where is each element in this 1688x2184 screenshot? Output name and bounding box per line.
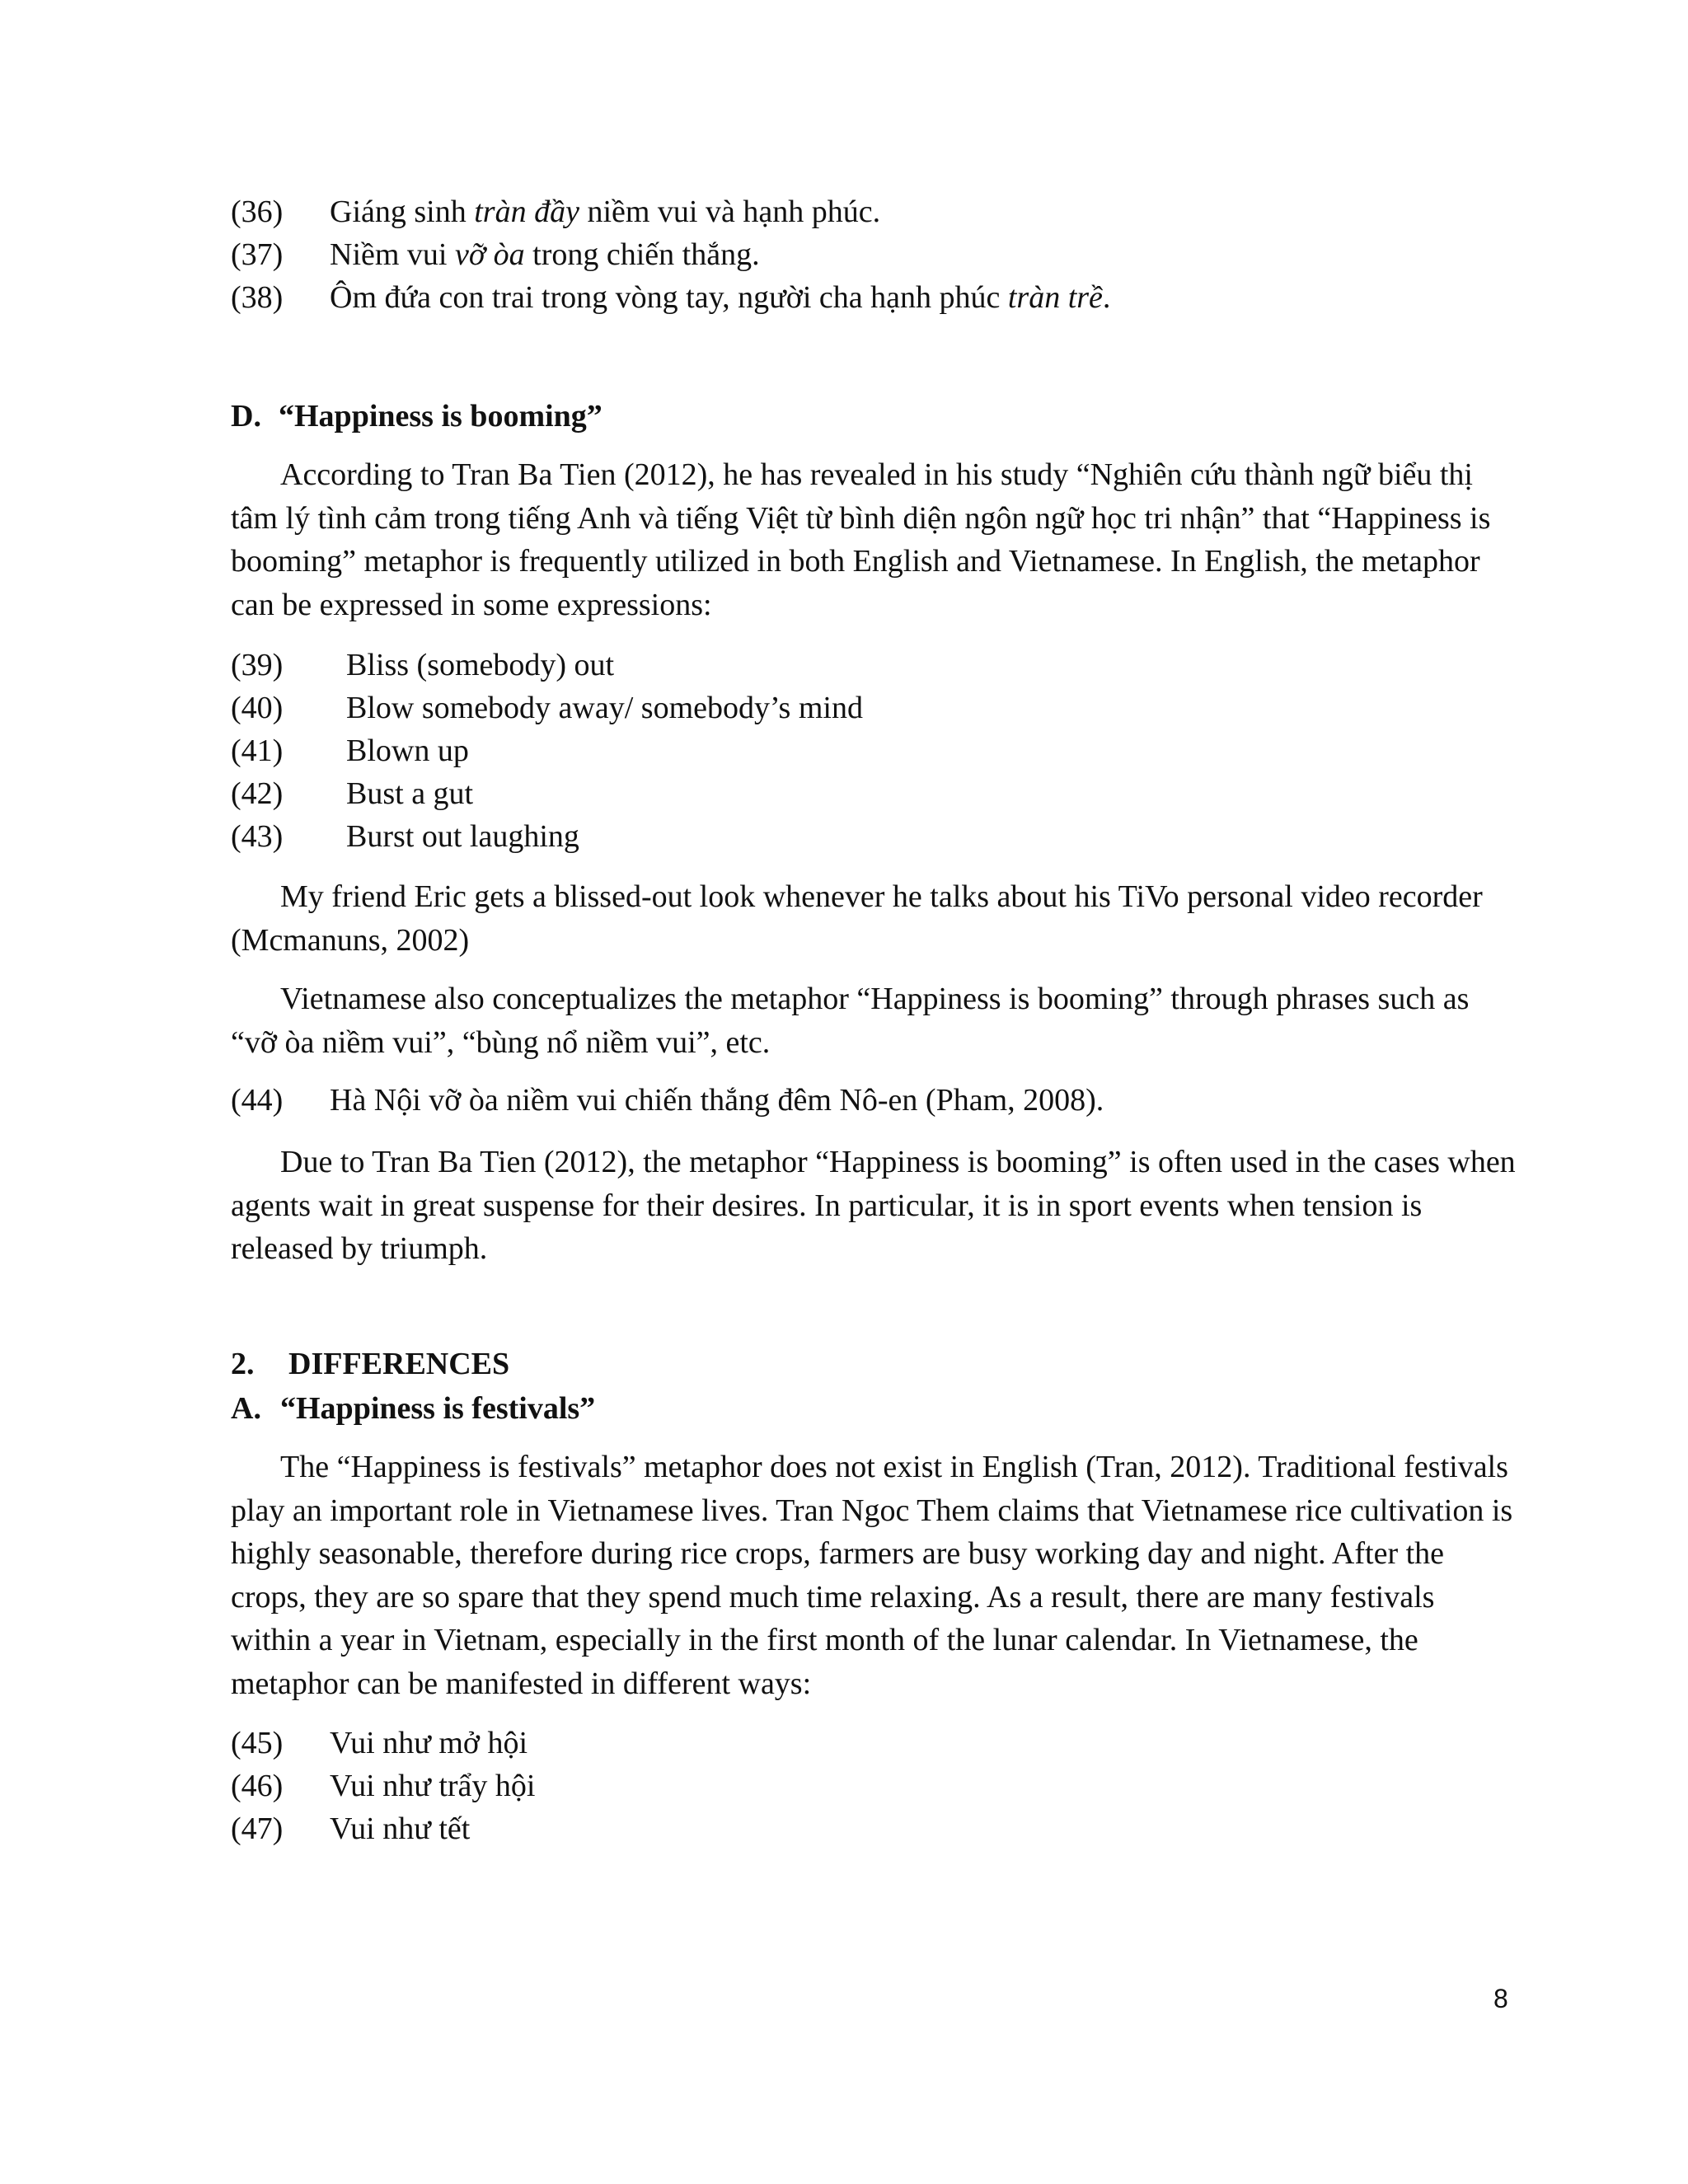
example-text: Hà Nội vỡ òa niềm vui chiến thắng đêm Nô-en (Pham, 2008). xyxy=(330,1083,1104,1118)
paragraph-text: Due to Tran Ba Tien (2012), the metaphor “Happiness is booming” is often used in the cases when agents wait in great suspense for their desires. In particular, it is in sport events when tension is released by triumph. xyxy=(231,1145,1516,1266)
example-emphasis: tràn đầy xyxy=(474,194,579,229)
section-title: “Happiness is festivals” xyxy=(280,1391,596,1426)
example-item xyxy=(231,191,880,232)
example-number: (37) xyxy=(231,237,284,272)
example-text: Blown up xyxy=(346,733,469,768)
example-text: Blow somebody away/ somebody’s mind xyxy=(346,691,863,725)
example-number: (46) xyxy=(231,1769,284,1803)
example-number: (47) xyxy=(231,1811,284,1846)
paragraph xyxy=(231,977,1517,1064)
example-number: (39) xyxy=(231,648,284,682)
paragraph-text: According to Tran Ba Tien (2012), he has revealed in his study “Nghiên cứu thành ngữ biểu thị tâm lý tình cảm trong tiếng Anh và tiếng Việt từ bình diện ngôn ngữ học tri nhận” that “Happiness is booming” metaphor is frequently utilized in both English and Vietnamese. In English, the metaphor can be expressed in some expressions: xyxy=(231,457,1491,622)
example-number: (43) xyxy=(231,819,284,854)
paragraph xyxy=(231,875,1517,962)
example-item xyxy=(231,773,473,814)
section-label: 2. xyxy=(231,1347,255,1381)
paragraph xyxy=(231,453,1517,626)
example-text: Bust a gut xyxy=(346,776,474,811)
example-emphasis: vỡ òa xyxy=(454,237,525,272)
example-text: Ôm đứa con trai trong vòng tay, người cha hạnh phúc xyxy=(330,280,1008,315)
section-title: DIFFERENCES xyxy=(288,1347,510,1381)
section-label: A. xyxy=(231,1391,261,1426)
example-text: Bliss (somebody) out xyxy=(346,648,615,682)
example-item xyxy=(231,1080,1104,1121)
example-number: (44) xyxy=(231,1083,284,1118)
paragraph-text: My friend Eric gets a blissed-out look whenever he talks about his TiVo personal video recorder (Mcmanuns, 2002) xyxy=(231,879,1483,958)
example-number: (45) xyxy=(231,1726,284,1760)
section-title: “Happiness is booming” xyxy=(279,399,603,434)
example-text: Vui như tết xyxy=(330,1811,471,1846)
example-text: Vui như mở hội xyxy=(330,1726,528,1760)
example-text: Giáng sinh xyxy=(330,194,475,229)
example-item xyxy=(231,816,579,857)
example-item xyxy=(231,644,614,686)
example-number: (42) xyxy=(231,776,284,811)
section-label: D. xyxy=(231,399,261,434)
example-item xyxy=(231,1765,535,1807)
example-item xyxy=(231,730,469,771)
paragraph-text: The “Happiness is festivals” metaphor does not exist in English (Tran, 2012). Traditional festivals play an important role in Vietnamese lives. Tran Ngoc Them claims that Vietnamese rice cultivation is highly seasonable, therefore during rice crops, farmers are busy working day and night. After the crops, they are so spare that they spend much time relaxing. As a result, there are many festivals within a year in Vietnam, especially in the first month of the lunar calendar. In Vietnamese, the metaphor can be manifested in different ways: xyxy=(231,1450,1513,1701)
paragraph-text: Vietnamese also conceptualizes the metaphor “Happiness is booming” through phrases such as “vỡ òa niềm vui”, “bùng nổ niềm vui”, etc. xyxy=(231,982,1470,1060)
example-text: trong chiến thắng. xyxy=(524,237,760,272)
example-number: (38) xyxy=(231,280,284,315)
example-text: Niềm vui xyxy=(330,237,455,272)
example-emphasis: tràn trề xyxy=(1007,280,1103,315)
example-item xyxy=(231,687,863,729)
example-text: Burst out laughing xyxy=(346,819,579,854)
section-heading xyxy=(231,1388,595,1429)
section-heading xyxy=(231,396,603,437)
paragraph xyxy=(231,1141,1517,1271)
example-item xyxy=(231,277,1110,318)
example-item xyxy=(231,1722,528,1764)
paragraph xyxy=(231,1446,1517,1705)
section-heading xyxy=(231,1343,509,1385)
example-number: (41) xyxy=(231,733,284,768)
example-text: Vui như trẩy hội xyxy=(330,1769,536,1803)
example-number: (36) xyxy=(231,194,284,229)
page-number: 8 xyxy=(1493,1984,1508,2013)
example-item xyxy=(231,234,760,275)
example-number: (40) xyxy=(231,691,284,725)
example-text: niềm vui và hạnh phúc. xyxy=(579,194,881,229)
example-text: . xyxy=(1102,280,1111,315)
example-item xyxy=(231,1808,470,1849)
